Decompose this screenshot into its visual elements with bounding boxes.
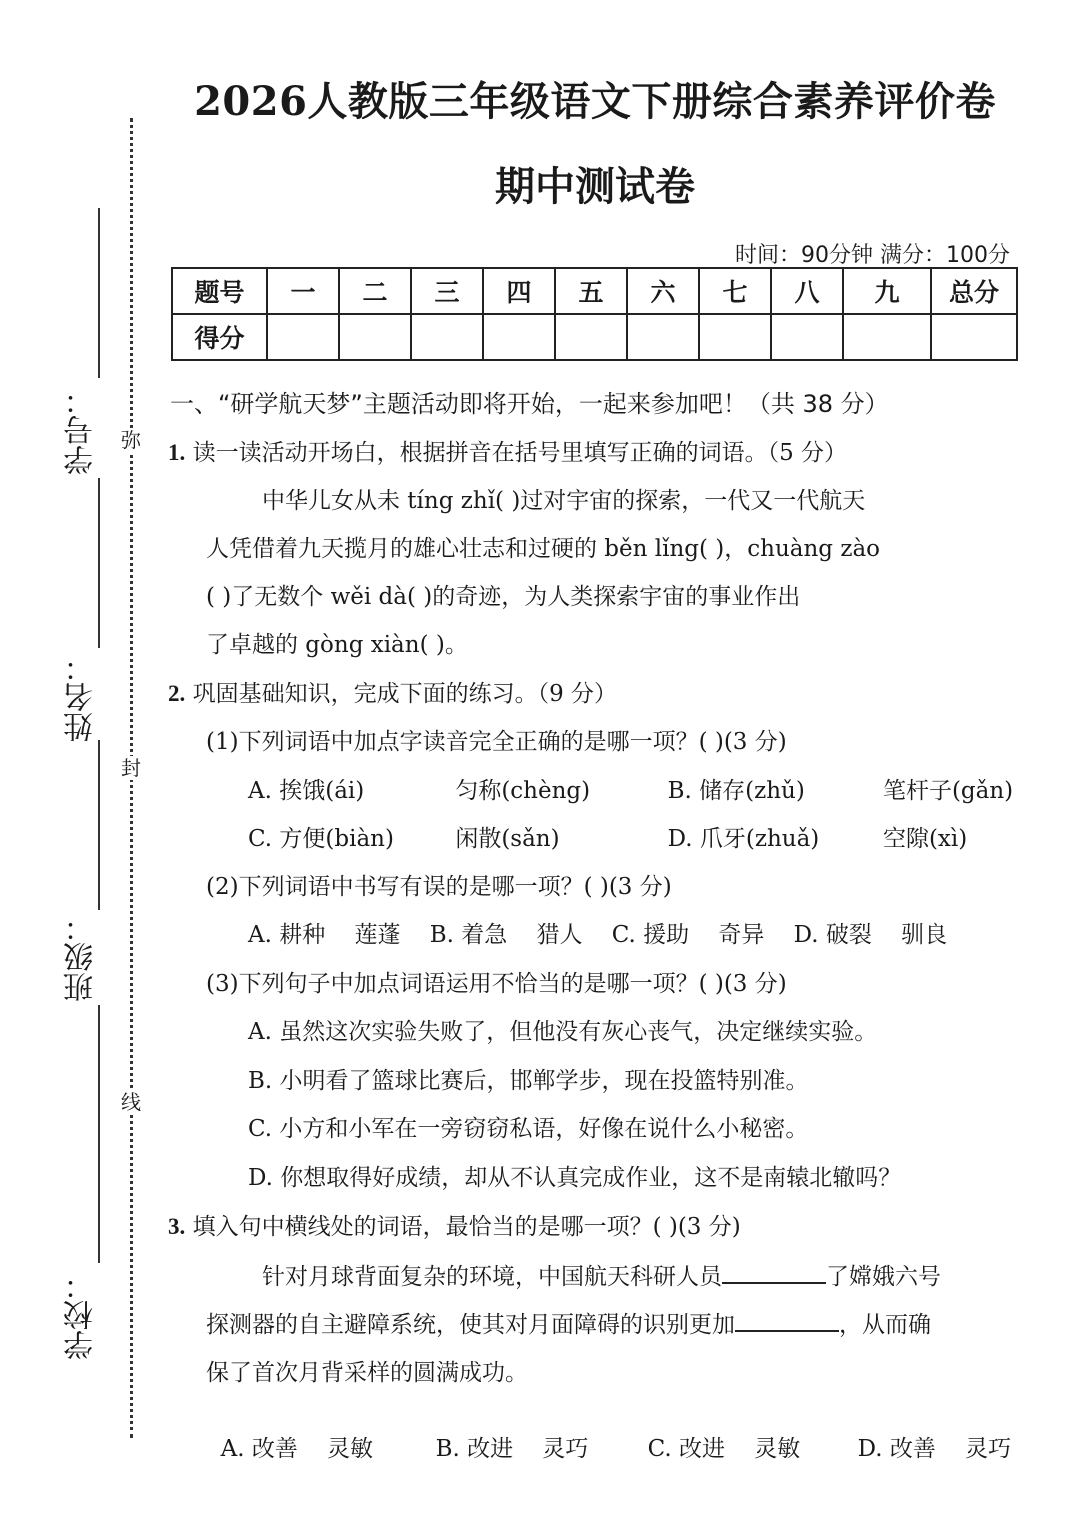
score-table-header-row [172, 268, 1017, 314]
question-1-stem [168, 434, 847, 467]
score-cell[interactable] [483, 314, 555, 360]
q1-passage-line: 人凭借着九天揽月的雄心壮志和过硬的 běn lǐng( )，chuàng zào [206, 536, 881, 562]
score-cell[interactable] [339, 314, 411, 360]
score-header-cell: 六 [627, 268, 699, 314]
class-label: 班级： [64, 912, 99, 1002]
page-subtitle: 期中测试卷 [495, 163, 695, 210]
question-number: 3. [168, 1214, 186, 1239]
score-cell[interactable] [843, 314, 931, 360]
q2-sub3-option: B. 小明看了篮球比赛后，邯郸学步，现在投篮特别准。 [248, 1068, 809, 1094]
student-id-line[interactable] [98, 208, 100, 378]
q1-passage-line: 中华儿女从未 tíng zhǐ( )过对宇宙的探索，一代又一代航天 [262, 488, 866, 514]
section-1-title: 一、“研学航天梦”主题活动即将开始，一起来参加吧！（共 38 分） [170, 390, 889, 418]
score-row-label: 得分 [172, 314, 267, 360]
q3-text: ，从而确 [839, 1312, 931, 1338]
q1-passage-line: 了卓越的 gòng xiàn( )。 [206, 632, 468, 658]
score-header-cell: 一 [267, 268, 339, 314]
page-title: 2026人教版三年级语文下册综合素养评价卷 [194, 78, 996, 125]
student-id-label: 学号： [64, 385, 99, 475]
q3-text: 了嫦娥六号 [826, 1264, 941, 1290]
option: B. 改进 灵巧 [435, 1436, 589, 1462]
q2-sub2-options: A. 耕种 莲蓬 B. 着急 猎人 C. 援助 奇异 D. 破裂 驯良 [248, 922, 948, 948]
option: B. 储存(zhǔ) [667, 778, 805, 804]
question-3-stem [168, 1208, 741, 1241]
option: C. 改进 灵敏 [647, 1436, 801, 1462]
score-table [171, 267, 1018, 361]
class-line[interactable] [98, 740, 100, 910]
exam-meta: 时间：90分钟 满分：100分 [735, 243, 1010, 268]
score-header-cell: 二 [339, 268, 411, 314]
question-text: 读一读活动开场白，根据拼音在括号里填写正确的词语。（5 分） [192, 440, 848, 466]
score-header-cell: 三 [411, 268, 483, 314]
q2-sub1-stem: (1)下列词语中加点字读音完全正确的是哪一项？( )(3 分) [206, 729, 787, 755]
question-text: 巩固基础知识，完成下面的练习。（9 分） [192, 681, 618, 707]
q2-sub3-stem: (3)下列句子中加点词语运用不恰当的是哪一项？( )(3 分) [206, 971, 787, 997]
option: 笔杆子(gǎn) [882, 778, 1014, 804]
option: A. 挨饿(ái) [248, 778, 365, 804]
score-cell[interactable] [699, 314, 771, 360]
score-cell[interactable] [555, 314, 627, 360]
q3-text: 探测器的自主避障系统，使其对月面障碍的识别更加 [206, 1312, 735, 1338]
q3-text: 针对月球背面复杂的环境，中国航天科研人员 [262, 1264, 722, 1290]
q2-sub1-options-row [248, 772, 1013, 805]
question-2-stem [168, 675, 617, 708]
score-cell[interactable] [411, 314, 483, 360]
option: 匀称(chèng) [455, 778, 591, 804]
school-line[interactable] [98, 1005, 100, 1263]
score-header-cell: 五 [555, 268, 627, 314]
score-header-cell: 七 [699, 268, 771, 314]
name-label: 姓名： [64, 652, 99, 742]
question-number: 2. [168, 681, 186, 706]
seal-char-feng: 封 [121, 756, 141, 780]
score-cell[interactable] [627, 314, 699, 360]
name-line[interactable] [98, 478, 100, 648]
q1-passage-line: ( )了无数个 wěi dà( )的奇迹，为人类探索宇宙的事业作出 [206, 584, 801, 610]
score-table-score-row [172, 314, 1017, 360]
score-cell[interactable] [771, 314, 843, 360]
q3-passage-line: 保了首次月背采样的圆满成功。 [206, 1360, 528, 1386]
q3-options-row [206, 1404, 1011, 1463]
option: 闲散(sǎn) [455, 826, 560, 852]
score-cell[interactable] [931, 314, 1017, 360]
score-header-cell: 八 [771, 268, 843, 314]
option: C. 方便(biàn) [248, 826, 394, 852]
q2-sub3-option: C. 小方和小军在一旁窃窃私语，好像在说什么小秘密。 [248, 1116, 809, 1142]
score-cell[interactable] [267, 314, 339, 360]
seal-char-xian: 线 [121, 1090, 141, 1114]
option: 空隙(xì) [882, 826, 968, 852]
seal-char-mi: 弥 [121, 428, 141, 452]
score-header-cell: 九 [843, 268, 931, 314]
fill-blank[interactable] [722, 1262, 826, 1284]
q2-sub2-stem: (2)下列词语中书写有误的是哪一项？( )(3 分) [206, 874, 672, 900]
score-header-cell: 四 [483, 268, 555, 314]
q2-sub1-options-row [248, 820, 967, 853]
score-header-cell: 题号 [172, 268, 267, 314]
option: D. 改善 灵巧 [857, 1436, 1012, 1462]
option: A. 改善 灵敏 [220, 1436, 374, 1462]
question-number: 1. [168, 440, 186, 465]
q2-sub3-option: D. 你想取得好成绩，却从不认真完成作业，这不是南辕北辙吗？ [248, 1165, 902, 1191]
school-label: 学校： [64, 1270, 99, 1360]
fill-blank[interactable] [735, 1310, 839, 1332]
score-header-cell: 总分 [931, 268, 1017, 314]
q2-sub3-option: A. 虽然这次实验失败了，但他没有灰心丧气，决定继续实验。 [248, 1019, 878, 1045]
option: D. 爪牙(zhuǎ) [667, 826, 820, 852]
q3-passage-line [206, 1306, 931, 1339]
q3-passage-line [262, 1258, 941, 1291]
question-text: 填入句中横线处的词语，最恰当的是哪一项？( )(3 分) [192, 1214, 741, 1240]
